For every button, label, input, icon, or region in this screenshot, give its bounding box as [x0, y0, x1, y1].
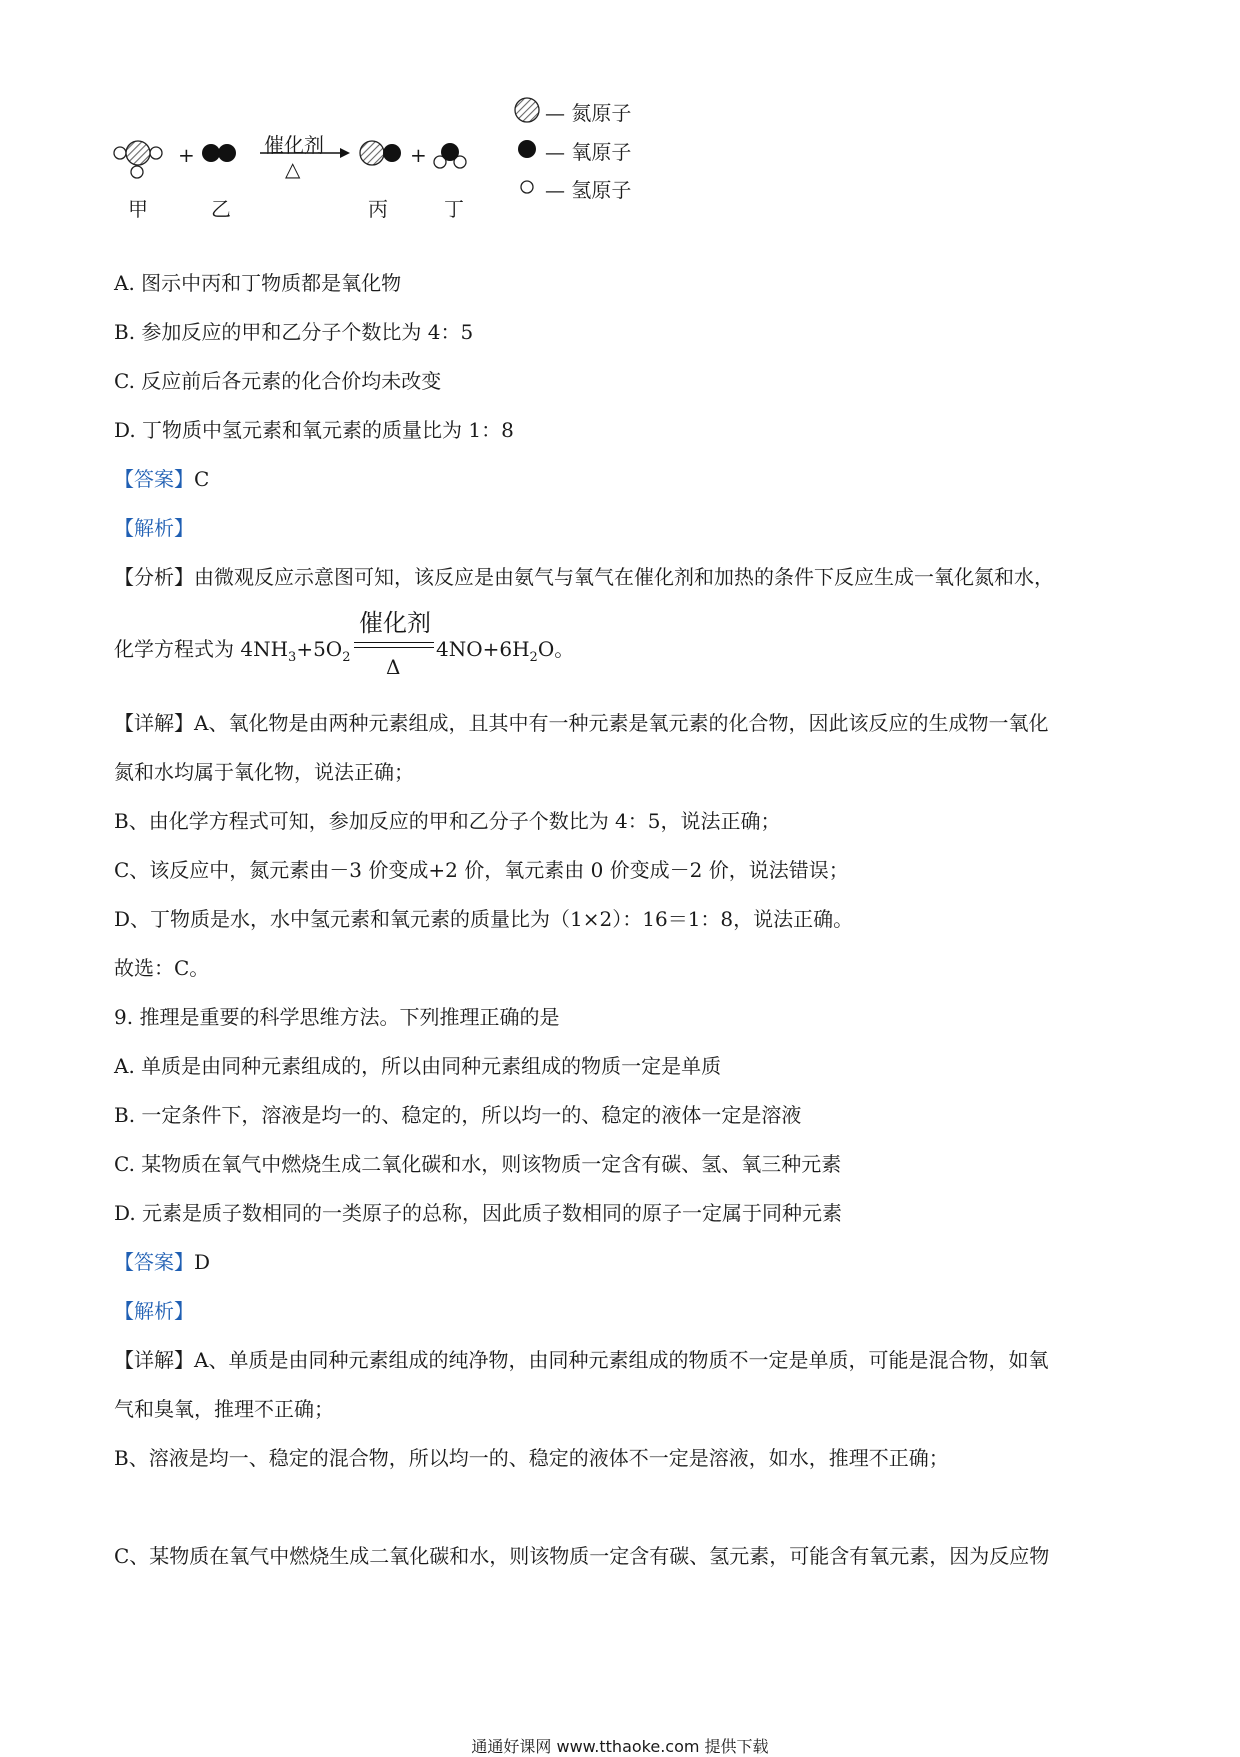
q9-detail-2: B、溶液是均一、稳定的混合物，所以均一的、稳定的液体不一定是溶液，如水，推理不正确；	[114, 1446, 949, 1470]
answer-value: C	[194, 467, 210, 491]
q9-detail-3: C、某物质在氧气中燃烧生成二氧化碳和水，则该物质一定含有碳、氢元素，可能含有氧元素，因为反应物	[114, 1544, 1050, 1568]
q8-detail-1b: 氮和水均属于氧化物，说法正确；	[114, 760, 414, 784]
legend-oxygen-symbol	[518, 140, 536, 158]
legend-hydrogen-symbol	[521, 181, 533, 193]
molecule-bing	[360, 141, 401, 165]
q8-detail-3: C、该反应中，氮元素由－3 价变成+2 价，氧元素由 0 价变成－2 价，说法错误；	[114, 858, 849, 882]
reaction-svg	[110, 95, 730, 245]
plus-sign-2: +	[410, 143, 427, 167]
eq-right: $4NO+6H_2O$。	[436, 637, 575, 665]
detail-tag: 【详解】	[114, 711, 194, 735]
eq-left: 化学方程式为 $4NH_3+5O_2$	[114, 637, 351, 665]
legend-nitrogen: — 氮原子	[545, 101, 632, 125]
q8-detail-1: 【详解】A、氧化物是由两种元素组成，且其中有一种元素是氧元素的化合物，因此该反应的生成物一氧化	[114, 711, 1049, 735]
q8-answer	[114, 466, 209, 492]
label-jia: 甲	[128, 197, 148, 221]
q9-detail-1: 【详解】A、单质是由同种元素组成的纯净物，由同种元素组成的物质不一定是单质，可能是混合物，如氧	[114, 1348, 1049, 1372]
q9-option-c: C. 某物质在氧气中燃烧生成二氧化碳和水，则该物质一定含有碳、氢、氧三种元素	[114, 1152, 842, 1176]
eq-catalyst: 催化剂	[359, 609, 431, 637]
page-footer: 通通好课网 www.tthaoke.com 提供下载	[471, 1737, 769, 1756]
q8-option-d: D. 丁物质中氢元素和氧元素的质量比为 1：8	[114, 418, 514, 442]
q8-analysis-tag: 【解析】	[114, 516, 194, 540]
q8-detail-2: B、由化学方程式可知，参加反应的甲和乙分子个数比为 4：5，说法正确；	[114, 809, 781, 833]
q9-stem: 9. 推理是重要的科学思维方法。下列推理正确的是	[114, 1005, 560, 1029]
molecule-ding	[434, 143, 466, 168]
q9-analysis-tag: 【解析】	[114, 1299, 194, 1323]
legend-nitrogen-symbol	[515, 98, 539, 122]
reaction-diagram	[110, 95, 730, 245]
q8-option-c: C. 反应前后各元素的化合价均未改变	[114, 369, 442, 393]
q9-detail-1b: 气和臭氧，推理不正确；	[114, 1397, 334, 1421]
heat-label: △	[285, 157, 301, 181]
label-ding: 丁	[444, 197, 464, 221]
label-bing: 丙	[368, 197, 388, 221]
q8-conclusion: 故选：C。	[114, 956, 210, 980]
label-yi: 乙	[211, 197, 231, 221]
chemical-equation	[114, 602, 814, 682]
molecule-yi	[202, 144, 236, 162]
q9-option-b: B. 一定条件下，溶液是均一的、稳定的，所以均一的、稳定的液体一定是溶液	[114, 1103, 802, 1127]
q8-detail-4: D、丁物质是水，水中氢元素和氧元素的质量比为（1×2）：16＝1：8，说法正确。	[114, 907, 854, 931]
plus-sign-1: +	[178, 143, 195, 167]
q8-fenxi	[114, 564, 1054, 590]
legend-hydrogen: — 氢原子	[545, 178, 632, 202]
fenxi-tag: 【分析】	[114, 565, 194, 589]
catalyst-label: 催化剂	[264, 133, 324, 157]
molecule-jia	[114, 141, 162, 178]
detail-tag: 【详解】	[114, 1348, 194, 1372]
q8-option-b: B. 参加反应的甲和乙分子个数比为 4：5	[114, 320, 474, 344]
fenxi-text: 由微观反应示意图可知，该反应是由氨气与氧气在催化剂和加热的条件下反应生成一氧化氮和水，	[194, 565, 1054, 589]
q9-answer	[114, 1249, 210, 1275]
eq-heat: Δ	[386, 655, 401, 679]
q9-option-a: A. 单质是由同种元素组成的，所以由同种元素组成的物质一定是单质	[114, 1054, 722, 1078]
q9-option-d: D. 元素是质子数相同的一类原子的总称，因此质子数相同的原子一定属于同种元素	[114, 1201, 843, 1225]
q8-option-a: A. 图示中丙和丁物质都是氧化物	[114, 271, 402, 295]
legend-oxygen: — 氧原子	[545, 140, 632, 164]
answer-tag: 【答案】	[114, 467, 194, 491]
answer-tag: 【答案】	[114, 1250, 194, 1274]
answer-value: D	[194, 1250, 211, 1274]
